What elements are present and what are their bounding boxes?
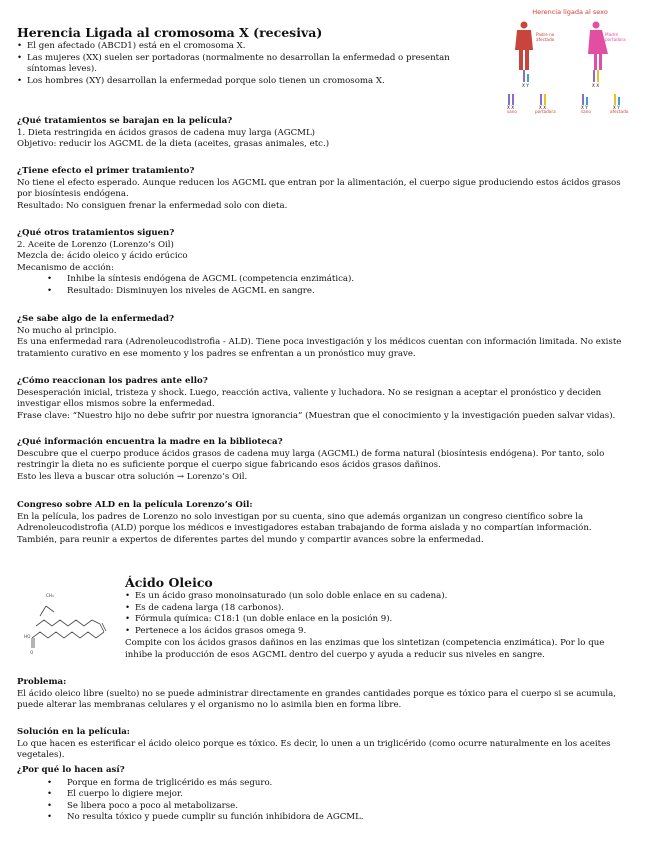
heading: ¿Cómo reaccionan los padres ante ello? xyxy=(17,376,208,386)
section-padres xyxy=(17,376,629,422)
section-efecto xyxy=(17,166,629,212)
section-solucion xyxy=(17,727,629,762)
heading: ¿Se sabe algo de la enfermedad? xyxy=(17,314,175,324)
paragraph: No mucho al principio. xyxy=(17,325,117,336)
reasons-list xyxy=(17,778,629,824)
structure-label-ch3: CH₃ xyxy=(46,593,54,598)
section-tratamientos xyxy=(17,116,629,151)
child-3-chromosomes xyxy=(582,94,588,105)
list-item: • Se libera poco a poco al metabolizarse. xyxy=(17,801,629,813)
child-3-label: sano xyxy=(581,109,591,114)
child-2-label: portadora xyxy=(535,109,556,114)
list-item: • Es de cadena larga (18 carbonos). xyxy=(125,603,625,615)
father-label: Padre no afectado xyxy=(536,32,555,42)
section-title-herencia: Herencia Ligada al cromosoma X (recesiva) xyxy=(17,25,323,40)
paragraph: Lo que hacen es esterificar el ácido oleico porque es tóxico. Es decir, lo unen a un triglicérido (como ocurre naturalmente en los aceites vegetales). xyxy=(17,738,611,761)
child-2-chrom: X X xyxy=(539,105,547,110)
father-chrom-label: X Y xyxy=(522,83,529,88)
father-chromosomes xyxy=(523,70,529,82)
child-1-label: sano xyxy=(507,109,517,114)
paragraph: Descubre que el cuerpo produce ácidos grasos de cadena muy larga (AGCML) de forma natural (biosíntesis endógena). Por tanto, solo restringir la dieta no es suficiente porque el cuerpo sigue fabricando esos ácidos grasos dañinos. xyxy=(17,448,605,471)
list-item: • Es un ácido graso monoinsaturado (un solo doble enlace en su cadena). xyxy=(125,591,625,603)
list-item: • Inhibe la síntesis endógena de AGCML (competencia enzimática). xyxy=(17,274,629,286)
section-problema xyxy=(17,677,629,712)
mother-chrom-label: X X xyxy=(592,83,600,88)
list-item: • Resultado: Disminuyen los niveles de AGCML en sangre. xyxy=(17,286,629,298)
herencia-bullets xyxy=(17,41,482,87)
mechanism-list xyxy=(17,274,629,297)
child-4-label: afectado xyxy=(610,109,629,114)
paragraph: 1. Dieta restringida en ácidos grasos de cadena muy larga (AGCML) xyxy=(17,127,316,138)
oleic-acid-structure xyxy=(30,592,112,654)
section-otros-tratamientos xyxy=(17,228,629,298)
heading: Solución en la película: xyxy=(17,727,130,737)
child-3-chrom: X Y xyxy=(581,105,588,110)
inheritance-infographic xyxy=(500,8,640,112)
paragraph: Es una enfermedad rara (Adrenoleucodistrofia - ALD). Tiene poca investigación y los médicos cuentan con información limitada. No existe tratamiento curativo en ese momento y los padres se enfrentan a un pronóstico muy grave. xyxy=(17,337,622,359)
child-1-chrom: X X xyxy=(507,105,515,110)
child-4-chromosomes xyxy=(614,94,620,105)
list-item: • Pertenece a los ácidos grasos omega 9. xyxy=(125,626,625,638)
list-item: • El gen afectado (ABCD1) está en el cromosoma X. xyxy=(17,41,482,53)
paragraph: Frase clave: “Nuestro hijo no debe sufrir por nuestra ignorancia” (Muestran que el conocimiento y la investigación pueden salvar vidas). xyxy=(17,410,616,421)
list-item: • No resulta tóxico y puede cumplir su función inhibidora de AGCML. xyxy=(17,812,629,824)
father-figure xyxy=(515,22,533,71)
child-1-chromosomes xyxy=(508,94,514,105)
paragraph: Mezcla de: ácido oleico y ácido erúcico xyxy=(17,251,188,262)
heading: ¿Tiene efecto el primer tratamiento? xyxy=(17,166,195,176)
heading: ¿Por qué lo hacen así? xyxy=(17,765,125,775)
mother-chromosomes xyxy=(593,70,599,82)
list-item: • Porque en forma de triglicérido es más seguro. xyxy=(17,778,629,790)
heading: ¿Qué tratamientos se barajan en la película? xyxy=(17,116,233,126)
paragraph: Resultado: No consiguen frenar la enfermedad solo con dieta. xyxy=(17,200,288,211)
paragraph: El ácido oleico libre (suelto) no se puede administrar directamente en grandes cantidades porque es tóxico para el cuerpo si se acumula, puede alterar las membranas celulares y el organismo no lo asimila bien en forma libre. xyxy=(17,688,616,711)
oleico-bullets xyxy=(125,591,625,637)
mother-figure xyxy=(588,22,608,71)
inheritance-diagram xyxy=(500,8,640,112)
structure-label-o: O xyxy=(30,650,34,655)
infographic-title: Herencia ligada al sexo xyxy=(532,8,608,16)
heading: Problema: xyxy=(17,677,67,687)
heading: Congreso sobre ALD en la película Lorenzo’s Oil: xyxy=(17,500,253,510)
paragraph: Desesperación inicial, tristeza y shock. Luego, reacción activa, valiente y luchadora. No se resignan a aceptar el pronóstico y deciden investigar ellos mismos sobre la enfermedad. xyxy=(17,387,602,410)
heading: ¿Qué otros tratamientos siguen? xyxy=(17,228,175,238)
list-item: • El cuerpo lo digiere mejor. xyxy=(17,789,629,801)
heading: ¿Qué información encuentra la madre en la biblioteca? xyxy=(17,437,283,447)
structure-label-ho: HO xyxy=(24,634,31,639)
paragraph: Objetivo: reducir los AGCML de la dieta (aceites, grasas animales, etc.) xyxy=(17,139,330,150)
mother-label: Madre portadora xyxy=(605,32,626,42)
section-por-que xyxy=(17,765,629,824)
paragraph: Esto les lleva a buscar otra solución → Lorenzo’s Oil. xyxy=(17,471,248,482)
section-biblioteca xyxy=(17,437,629,483)
paragraph: Mecanismo de acción: xyxy=(17,262,114,273)
paragraph: En la película, los padres de Lorenzo no solo investigan por su cuenta, sino que además organizan un congreso científico sobre la Adrenoleucodistrofia (ALD) porque los médicos e investigadores estaban trabajando de forma aislada y no compartían información. También, para reunir a expertos de diferentes partes del mundo y compartir avances sobre la enfermedad. xyxy=(17,511,592,545)
section-title-oleico: Ácido Oleico xyxy=(125,575,213,590)
list-item: • Las mujeres (XX) suelen ser portadoras (normalmente no desarrollan la enfermedad o presentan síntomas leves). xyxy=(17,53,482,76)
section-enfermedad xyxy=(17,314,629,360)
list-item: • Los hombres (XY) desarrollan la enfermedad porque solo tienen un cromosoma X. xyxy=(17,76,482,88)
oleico-paragraph: Compite con los ácidos grasos dañinos en las enzimas que los sintetizan (competencia enzimática). Por lo que inhibe la producción de esos AGCML dentro del cuerpo y ayuda a reducir sus niveles en sangre. xyxy=(125,638,605,660)
section-congreso xyxy=(17,500,629,546)
child-4-chrom: X Y xyxy=(613,105,620,110)
paragraph: 2. Aceite de Lorenzo (Lorenzo’s Oil) xyxy=(17,239,174,250)
paragraph: No tiene el efecto esperado. Aunque reducen los AGCML que entran por la alimentación, el cuerpo sigue produciendo estos ácidos grasos por biosíntesis endógena. xyxy=(17,177,621,200)
list-item: • Fórmula química: C18:1 (un doble enlace en la posición 9). xyxy=(125,614,625,626)
child-2-chromosomes xyxy=(540,94,546,105)
